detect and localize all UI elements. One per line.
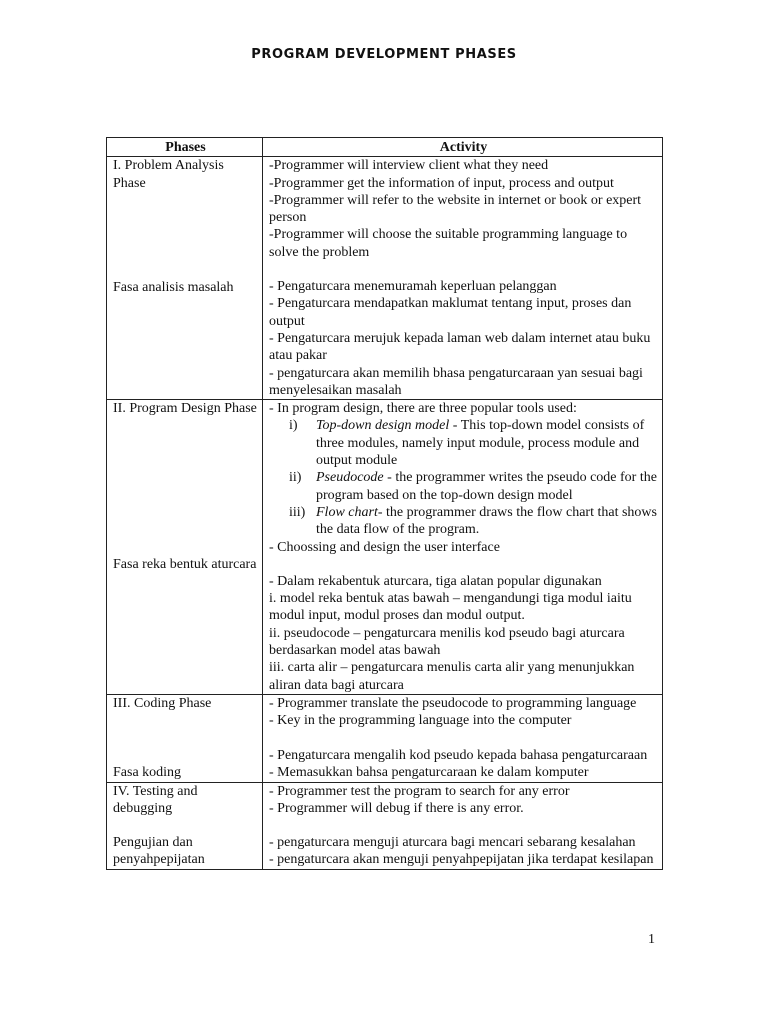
phase-name-en: I. Problem Analysis Phase xyxy=(113,158,224,191)
tool-number: i) xyxy=(289,418,298,434)
activity-line: - In program design, there are three popular tools used: xyxy=(269,401,577,417)
activity-line: - Pengaturcara mendapatkan maklumat tentang input, proses dan output xyxy=(269,296,632,329)
activity-column-header: Activity xyxy=(263,138,663,157)
activity-line: - Pengaturcara merujuk kepada laman web dalam internet atau buku atau pakar xyxy=(269,330,651,364)
activity-line: - Key in the programming language into the computer xyxy=(269,713,572,729)
activity-cell xyxy=(263,400,663,695)
activity-line: - Memasukkan bahsa pengaturcaraan ke dalam komputer xyxy=(269,764,589,780)
activity-line: -Programmer will refer to the website in internet or book or expert person xyxy=(269,192,642,226)
activity-line: - pengaturcara akan menguji penyahpepijatan jika terdapat kesilapan xyxy=(269,852,654,868)
activity-line: -Programmer get the information of input, process and output xyxy=(269,175,614,191)
document-title: PROGRAM DEVELOPMENT PHASES xyxy=(251,47,517,62)
phase-name-en: IV. Testing and debugging xyxy=(113,783,198,816)
phase-name-ms: Pengujian dan penyahpepijatan xyxy=(113,835,205,868)
tool-description: - the programmer writes the pseudo code for the program based on the top-down design model xyxy=(316,470,657,503)
phases-column-header: Phases xyxy=(107,138,263,157)
design-tool-item xyxy=(269,417,658,469)
activity-cell xyxy=(263,694,663,782)
tool-term: Pseudocode xyxy=(316,470,384,486)
design-tool-item xyxy=(269,504,658,539)
activity-line: ii. pseudocode – pengaturcara menilis kod pseudo bagi aturcara berdasarkan model atas bawah xyxy=(269,625,625,659)
activity-line: - pengaturcara akan memilih bhasa pengaturcaraan yan sesuai bagi menyelesaikan masalah xyxy=(269,365,643,398)
activity-line: -Programmer will choose the suitable programming language to solve the problem xyxy=(269,227,628,260)
activity-line: i. model reka bentuk atas bawah – mengandungi tiga modul iaitu modul input, modul proses dan modul output. xyxy=(269,591,632,624)
table-row xyxy=(107,157,663,400)
phase-name-ms: Fasa analisis masalah xyxy=(113,279,234,295)
activity-line: iii. carta alir – pengaturcara menulis carta alir yang menunjukkan aliran data bagi aturcara xyxy=(269,660,635,693)
phase-name-en: II. Program Design Phase xyxy=(113,401,257,417)
phase-cell xyxy=(107,694,263,782)
tool-term: Flow chart xyxy=(316,504,378,520)
tool-term: Top-down design model xyxy=(316,418,450,434)
phase-name-ms: Fasa koding xyxy=(113,765,182,781)
table-row xyxy=(107,400,663,695)
activity-line: - Pengaturcara mengalih kod pseudo kepada bahasa pengaturcaraan xyxy=(269,747,648,763)
activity-line: - pengaturcara menguji aturcara bagi mencari sebarang kesalahan xyxy=(269,835,636,851)
tool-number: iii) xyxy=(289,504,306,520)
activity-cell xyxy=(263,782,663,869)
phase-cell xyxy=(107,782,263,869)
activity-line: - Pengaturcara menemuramah keperluan pelanggan xyxy=(269,279,557,295)
phase-cell xyxy=(107,157,263,400)
activity-line: - Dalam rekabentuk aturcara, tiga alatan popular digunakan xyxy=(269,573,602,589)
activity-line: -Programmer will interview client what they need xyxy=(269,158,549,174)
phases-table xyxy=(106,137,663,870)
page-number: 1 xyxy=(648,932,655,947)
tool-number: ii) xyxy=(289,470,302,486)
activity-cell xyxy=(263,157,663,400)
table-row xyxy=(107,782,663,869)
tool-description: - the programmer draws the flow chart that shows the data flow of the program. xyxy=(316,504,657,538)
phase-name-ms: Fasa reka bentuk aturcara xyxy=(113,557,257,573)
design-tool-item xyxy=(269,469,658,504)
phase-cell xyxy=(107,400,263,695)
activity-line: - Programmer test the program to search for any error xyxy=(269,783,570,799)
table-header-row xyxy=(107,138,663,157)
tool-description: - This top-down model consists of three modules, namely input module, process module and output module xyxy=(316,418,645,469)
activity-line: - Programmer will debug if there is any error. xyxy=(269,800,524,816)
activity-line: - Choossing and design the user interface xyxy=(269,539,500,555)
table-row xyxy=(107,694,663,782)
activity-line: - Programmer translate the pseudocode to programming language xyxy=(269,695,637,711)
phase-name-en: III. Coding Phase xyxy=(113,695,212,711)
